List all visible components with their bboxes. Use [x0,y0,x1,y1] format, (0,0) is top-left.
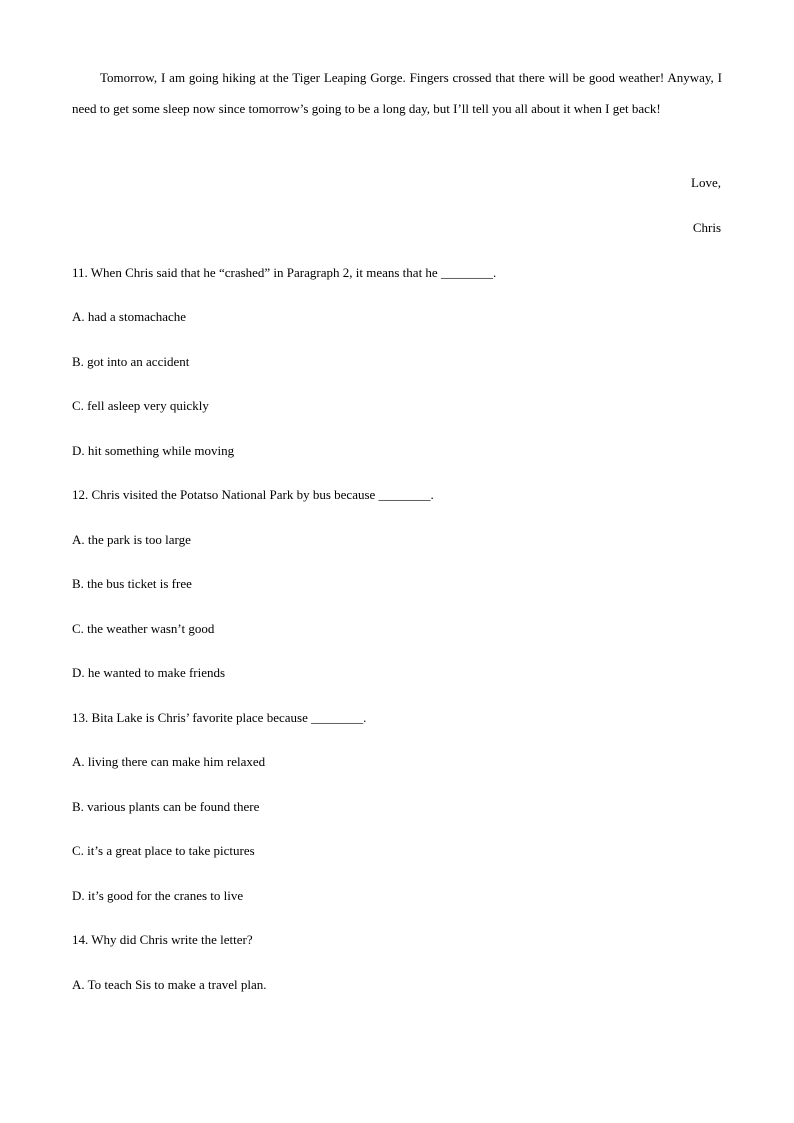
question-12-stem: 12. Chris visited the Potatso National Park by bus because ________. [72,487,434,502]
question-14-stem: 14. Why did Chris write the letter? [72,932,253,947]
question-11-option-c: C. fell asleep very quickly [72,398,209,413]
letter-closing: Love, [691,175,721,190]
question-12-option-d: D. he wanted to make friends [72,665,226,680]
question-11-option-a: A. had a stomachache [72,309,187,324]
question-13-option-a: A. living there can make him relaxed [72,754,266,769]
question-12-option-c: C. the weather wasn’t good [72,621,215,636]
question-14-option-a: A. To teach Sis to make a travel plan. [72,977,267,992]
question-11-option-d: D. hit something while moving [72,443,235,458]
question-13-option-d: D. it’s good for the cranes to live [72,888,244,903]
question-13-option-c: C. it’s a great place to take pictures [72,843,255,858]
letter-paragraph: Tomorrow, I am going hiking at the Tiger Leaping Gorge. Fingers crossed that there will be good weather! Anyway, I need to get some sleep now since tomorrow’s going to be a long day, but I’ll tell you all about it when I get back! [72,70,722,116]
letter-signature: Chris [692,220,721,235]
question-12-option-b: B. the bus ticket is free [72,576,192,591]
question-11-option-b: B. got into an accident [72,354,190,369]
question-12-option-a: A. the park is too large [72,532,191,547]
question-11-stem: 11. When Chris said that he “crashed” in Paragraph 2, it means that he ________. [72,265,497,280]
question-13-option-b: B. various plants can be found there [72,799,260,814]
question-13-stem: 13. Bita Lake is Chris’ favorite place because ________. [72,710,367,725]
